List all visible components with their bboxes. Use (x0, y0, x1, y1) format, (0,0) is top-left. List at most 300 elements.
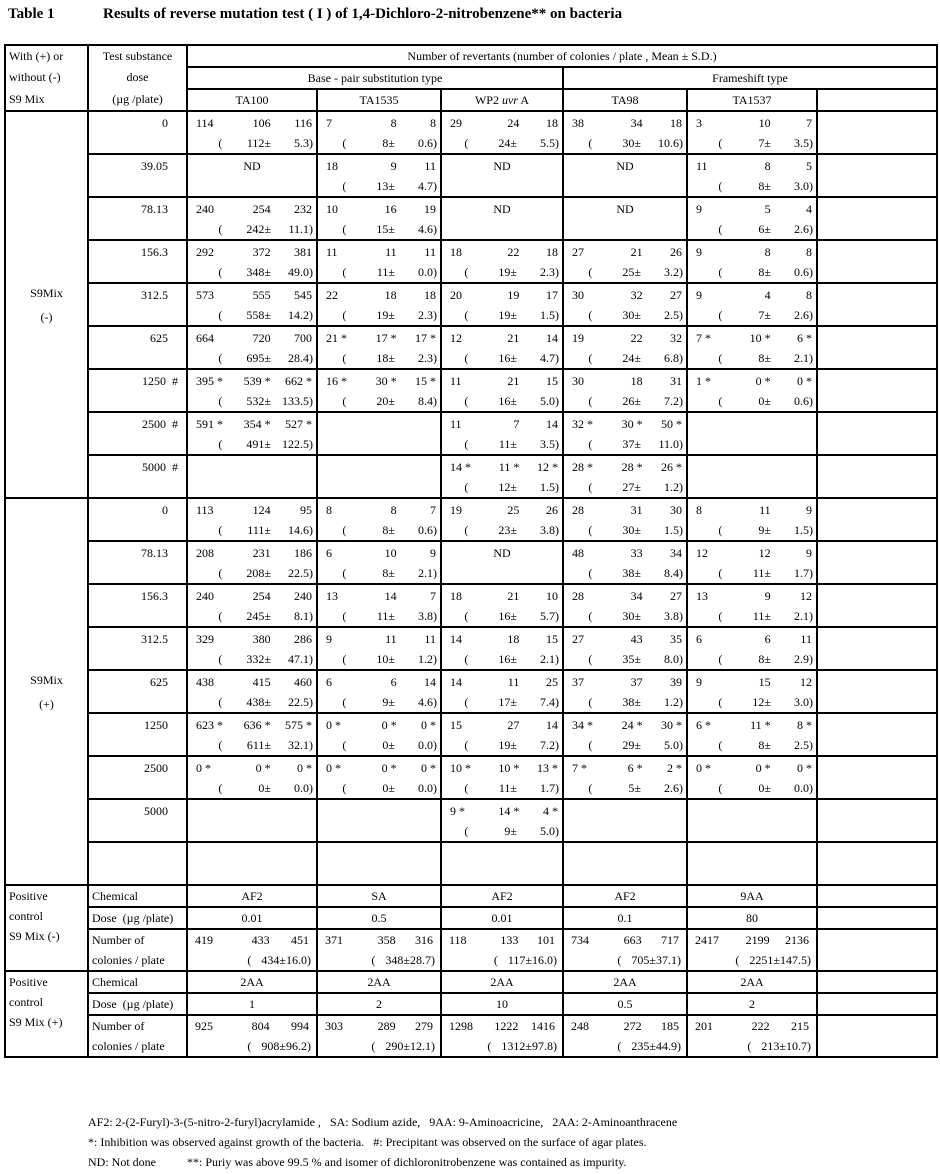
plate-values (318, 585, 440, 607)
paren-open: ( (218, 695, 223, 709)
mean-sd (188, 650, 316, 669)
mean-sd (188, 693, 316, 712)
mean-value: 30 (622, 523, 635, 537)
mean-value: 11 (498, 437, 511, 451)
paren-open: ( (218, 609, 223, 623)
plate-count: 0 * (796, 761, 812, 775)
mean-value: 16 (498, 351, 511, 365)
result-cell (563, 240, 687, 283)
plus-minus: ± (388, 652, 395, 666)
plate-values (188, 499, 316, 521)
paren-close: ) (809, 222, 813, 236)
plate-count: 113 (196, 503, 214, 517)
control-dose: 0.1 (563, 907, 687, 929)
paren-close: ) (679, 566, 683, 580)
table-row (5, 240, 937, 283)
strain-blank (817, 89, 937, 111)
paren-open: ( (718, 738, 723, 752)
plate-count: 29 (450, 116, 462, 130)
plus-minus: ± (764, 394, 771, 408)
plate-count: 9 (805, 546, 812, 560)
mean-value: 19 (498, 265, 511, 279)
plate-count: 27 (572, 632, 584, 646)
plate-values (564, 585, 686, 607)
mean-sd (318, 693, 440, 712)
dose-cell: 78.13 (88, 197, 187, 240)
mean-value: 242 (246, 222, 265, 236)
control-mean-sd (441, 1036, 563, 1057)
plate-count: 925 (195, 1019, 213, 1033)
plate-values (442, 370, 562, 392)
mean-value: 12 (498, 480, 511, 494)
plate-count: 116 (294, 116, 312, 130)
dose-cell: 156.3 (88, 240, 187, 283)
blank-cell (817, 885, 937, 907)
result-cell (687, 498, 817, 541)
sd-value: 22.5 (288, 695, 309, 709)
plate-count: 11 * (750, 718, 771, 732)
paren-close: ) (433, 351, 437, 365)
plus-minus: ± (634, 308, 641, 322)
chemical-name: 9AA (687, 885, 817, 907)
plate-values (442, 757, 562, 779)
mean-value: 29 (622, 738, 635, 752)
control-dose: 1 (187, 993, 317, 1015)
paren-close: ) (555, 136, 559, 150)
paren-close: ) (555, 738, 559, 752)
blank-cell (817, 756, 937, 799)
plate-values (318, 112, 440, 134)
sd-value: 14.2 (288, 308, 309, 322)
mean-sd (318, 564, 440, 583)
plate-count: 717 (660, 933, 679, 947)
plate-count: 636 * (243, 718, 271, 732)
note-9aa: 9AA: 9-Aminoacricine, (429, 1115, 544, 1129)
sd-value: 3.8 (664, 609, 679, 623)
plus-minus: ± (510, 824, 517, 838)
result-cell (317, 455, 441, 498)
plus-minus: ± (264, 437, 271, 451)
paren-close: ) (679, 394, 683, 408)
plate-count: 279 (414, 1019, 433, 1033)
plate-values (188, 585, 316, 607)
mean-value: 438 (246, 695, 265, 709)
control-mean-sd (187, 950, 317, 971)
plate-count: 215 (790, 1019, 809, 1033)
plate-count: 106 (252, 116, 271, 130)
mean-sd (691, 950, 813, 970)
mean-value: 245 (246, 609, 265, 623)
plate-count: 292 (196, 245, 214, 259)
dose-cell: 0 (88, 111, 187, 154)
plate-count: 11 * (498, 460, 520, 474)
paren-close: ) (309, 394, 313, 408)
plate-count: 39 (669, 675, 682, 689)
paren-open: ( (464, 308, 469, 322)
result-cell (187, 197, 317, 240)
mean-sd (318, 779, 440, 798)
sd-value: 3.5 (540, 437, 555, 451)
plate-count: 9 (429, 546, 436, 560)
result-cell (563, 627, 687, 670)
results-table (4, 44, 938, 1058)
sd-value: 1.5 (540, 308, 555, 322)
sd-value: 97.8 (532, 1039, 553, 1053)
plate-count: 329 (196, 632, 214, 646)
paren-open: ( (464, 523, 469, 537)
plate-count: 0 * (326, 718, 341, 732)
plate-count: 30 * (660, 718, 682, 732)
plate-count: 12 (799, 589, 812, 603)
mean-sd (188, 263, 316, 282)
blank-cell (817, 154, 937, 197)
plate-count: 415 (252, 675, 271, 689)
plate-count: 380 (252, 632, 271, 646)
plus-minus: ± (764, 695, 771, 709)
mean-value: 8 (382, 136, 389, 150)
plus-minus: ± (264, 308, 271, 322)
mean-value: 10 (376, 652, 389, 666)
note-inhibition: *: Inhibition was observed against growth of the bacteria. (88, 1135, 365, 1149)
sd-value: 47.1 (288, 652, 309, 666)
result-cell (441, 455, 563, 498)
mean-value: 348 (385, 953, 404, 967)
sd-value: 3.0 (794, 179, 809, 193)
result-cell (441, 326, 563, 369)
plus-minus: ± (510, 695, 517, 709)
mean-sd (318, 177, 440, 196)
mean-value: 2251 (749, 953, 774, 967)
plate-count: 664 (196, 331, 214, 345)
plate-count: 9 (805, 503, 812, 517)
plus-minus: ± (388, 394, 395, 408)
mean-sd (564, 607, 686, 626)
mean-sd (318, 736, 440, 755)
mean-value: 908 (261, 1039, 280, 1053)
plus-minus: ± (634, 781, 641, 795)
mean-value: 12 (752, 695, 765, 709)
plate-count: 0 * (381, 761, 397, 775)
mean-sd (564, 134, 686, 153)
plate-values (318, 757, 440, 779)
mean-value: 16 (498, 394, 511, 408)
result-cell (317, 541, 441, 584)
plate-count: 231 (252, 546, 271, 560)
dose-cell: 312.5 (88, 627, 187, 670)
plate-count: 371 (325, 933, 343, 947)
paren-close: ) (555, 824, 559, 838)
paren-open: ( (617, 1039, 622, 1053)
plate-count: 9 (696, 675, 702, 689)
result-cell (187, 455, 317, 498)
plus-minus: ± (388, 222, 395, 236)
result-cell (441, 713, 563, 756)
blank-cell (817, 799, 937, 842)
plate-count: 663 (623, 933, 642, 947)
mean-sd (688, 134, 816, 153)
plate-count: 10 * (749, 331, 771, 345)
paren-close: ) (679, 523, 683, 537)
mean-sd (188, 564, 316, 583)
plate-values (442, 671, 562, 693)
dose-cell: 78.13 (88, 541, 187, 584)
table-row (5, 369, 937, 412)
sd-value: 2.9 (794, 652, 809, 666)
paren-open: ( (464, 480, 469, 494)
plate-count: 303 (325, 1019, 343, 1033)
plate-values (688, 155, 816, 177)
table-row (5, 842, 937, 885)
paren-open: ( (588, 351, 593, 365)
mean-sd (564, 263, 686, 282)
plus-minus: ± (634, 523, 641, 537)
header-s9-line3: S9 Mix (5, 89, 88, 111)
sd-value: 7.2 (540, 738, 555, 752)
plus-minus: ± (649, 953, 656, 967)
plus-minus: ± (264, 222, 271, 236)
plate-values (318, 542, 440, 564)
plus-minus: ± (388, 265, 395, 279)
paren-close: ) (679, 480, 683, 494)
positive-control-row (5, 950, 937, 971)
plate-count: 101 (537, 933, 556, 947)
result-cell (563, 584, 687, 627)
mean-sd (188, 779, 316, 798)
paren-open: ( (464, 609, 469, 623)
mean-sd (445, 1036, 559, 1056)
sd-value: 0.0 (794, 781, 809, 795)
plate-count: 222 (751, 1019, 770, 1033)
result-cell (317, 240, 441, 283)
control-dose: 0.5 (563, 993, 687, 1015)
group-label-line: (+) (39, 696, 54, 711)
sd-value: 1.5 (540, 480, 555, 494)
result-cell (687, 369, 817, 412)
plate-count: 28 * (621, 460, 643, 474)
sd-value: 1.2 (664, 480, 679, 494)
sd-value: 5.0 (664, 738, 679, 752)
mean-value: 705 (631, 953, 650, 967)
plate-values (442, 413, 562, 435)
plate-values (564, 628, 686, 650)
plus-minus: ± (403, 953, 410, 967)
sd-value: 2.3 (418, 308, 433, 322)
plus-minus: ± (264, 523, 271, 537)
plate-count: 17 * (375, 331, 397, 345)
header-s9-line1: With (+) or (5, 45, 88, 67)
plus-minus: ± (510, 394, 517, 408)
plus-minus: ± (773, 953, 780, 967)
mean-sd (188, 521, 316, 540)
blank-cell (817, 971, 937, 993)
plate-count: 539 * (243, 374, 271, 388)
paren-close: ) (809, 566, 813, 580)
paren-open: ( (493, 953, 498, 967)
sd-value: 3.8 (540, 523, 555, 537)
blank-cell (817, 197, 937, 240)
paren-open: ( (342, 738, 347, 752)
paren-open: ( (218, 523, 223, 537)
result-cell (563, 756, 687, 799)
table-row (5, 412, 937, 455)
blank-cell (817, 907, 937, 929)
header-dose-line2: dose (88, 67, 187, 89)
plate-count: 7 (805, 116, 812, 130)
paren-close: ) (309, 652, 313, 666)
plus-minus: ± (264, 265, 271, 279)
positive-control-label-line: S9 Mix (-) (9, 929, 60, 943)
result-cell (317, 369, 441, 412)
result-cell (187, 154, 317, 197)
sd-value: 8.4 (664, 566, 679, 580)
strain-ta1535: TA1535 (317, 89, 441, 111)
paren-close: ) (309, 695, 313, 709)
plate-count: 25 (507, 503, 520, 517)
plate-count: 9 (696, 202, 702, 216)
chemical-name: 2AA (317, 971, 441, 993)
paren-close: ) (433, 781, 437, 795)
plate-values (188, 413, 316, 435)
result-cell (187, 627, 317, 670)
plate-values (188, 671, 316, 693)
mean-value: 19 (498, 308, 511, 322)
paren-open: ( (218, 308, 223, 322)
plate-count: 114 (196, 116, 214, 130)
plate-count: 25 (546, 675, 559, 689)
plate-values (442, 284, 562, 306)
row-label-dose: Dose (µg /plate) (88, 993, 187, 1015)
mean-sd (191, 1036, 313, 1056)
result-cell (563, 455, 687, 498)
chemical-name: 2AA (187, 971, 317, 993)
paren-close: ) (809, 738, 813, 752)
mean-sd (191, 950, 313, 970)
plus-minus: ± (764, 351, 771, 365)
plate-values (688, 370, 816, 392)
paren-open: ( (464, 695, 469, 709)
chemical-name: AF2 (441, 885, 563, 907)
control-plate-values (445, 1016, 559, 1036)
paren-open: ( (718, 566, 723, 580)
result-cell (441, 412, 563, 455)
table-row (5, 541, 937, 584)
plate-count: 31 (630, 503, 643, 517)
plate-count: 994 (290, 1019, 309, 1033)
paren-close: ) (809, 609, 813, 623)
plate-count: 22 (507, 245, 520, 259)
result-cell (563, 498, 687, 541)
plate-count: 358 (377, 933, 396, 947)
plate-values (688, 714, 816, 736)
plate-values (564, 757, 686, 779)
note-precipitant: #: Precipitant was observed on the surface of agar plates. (373, 1135, 647, 1149)
footnote-last (88, 1152, 677, 1172)
plate-count: 21 (507, 589, 520, 603)
plate-count: 18 (450, 589, 462, 603)
plate-count: 27 (669, 589, 682, 603)
paren-open: ( (718, 179, 723, 193)
group-label-line: S9Mix (30, 285, 63, 300)
sd-value: 7.2 (664, 394, 679, 408)
sd-value: 14.6 (288, 523, 309, 537)
plate-count: 240 (293, 589, 312, 603)
not-done-label: ND (243, 159, 261, 173)
chemical-name: SA (317, 885, 441, 907)
plate-count: 0 * (296, 761, 312, 775)
plus-minus: ± (764, 523, 771, 537)
paren-close: ) (809, 136, 813, 150)
mean-value: 0 (382, 738, 389, 752)
sd-value: 2.1 (418, 566, 433, 580)
plate-count: 11 (450, 374, 462, 388)
plate-count: 720 (252, 331, 271, 345)
plate-values (188, 370, 316, 392)
plate-count: 0 * (420, 718, 436, 732)
plate-count: 4 (805, 202, 812, 216)
plate-count: 30 (572, 374, 584, 388)
paren-close: ) (555, 523, 559, 537)
paren-close: ) (433, 738, 437, 752)
plate-count: 7 (429, 589, 436, 603)
plate-count: 6 * (696, 718, 711, 732)
paren-close: ) (679, 351, 683, 365)
plus-minus: ± (764, 222, 771, 236)
plus-minus: ± (279, 953, 286, 967)
plate-count: 208 (196, 546, 214, 560)
dose-cell: 39.05 (88, 154, 187, 197)
paren-open: ( (735, 953, 740, 967)
plus-minus: ± (634, 394, 641, 408)
paren-close: ) (553, 1039, 557, 1053)
result-cell (187, 369, 317, 412)
blank-cell (817, 412, 937, 455)
paren-close: ) (309, 523, 313, 537)
dose-cell: 2500 (88, 756, 187, 799)
result-cell (563, 799, 687, 842)
sd-value: 0.0 (294, 781, 309, 795)
header-row-3 (5, 89, 937, 111)
sd-value: 5.7 (540, 609, 555, 623)
sd-value: 5.5 (540, 136, 555, 150)
plate-count: 27 (507, 718, 520, 732)
result-cell (563, 670, 687, 713)
paren-close: ) (309, 437, 313, 451)
mean-sd (688, 263, 816, 282)
plus-minus: ± (649, 1039, 656, 1053)
mean-value: 11 (498, 781, 511, 795)
plate-count: 201 (695, 1019, 713, 1033)
dose-cell: 156.3 (88, 584, 187, 627)
plate-count: 8 * (796, 718, 812, 732)
plus-minus: ± (510, 351, 517, 365)
paren-close: ) (309, 609, 313, 623)
mean-sd (318, 306, 440, 325)
mean-value: 19 (498, 738, 511, 752)
plate-values (688, 327, 816, 349)
paren-open: ( (464, 265, 469, 279)
sd-value: 5.3 (294, 136, 309, 150)
mean-sd (688, 650, 816, 669)
header-s9-line2: without (-) (5, 67, 88, 89)
result-cell (441, 756, 563, 799)
plate-count: 18 (669, 116, 682, 130)
plus-minus: ± (634, 480, 641, 494)
plate-count: 24 * (621, 718, 643, 732)
paren-open: ( (464, 781, 469, 795)
paren-open: ( (588, 480, 593, 494)
mean-sd (567, 1036, 683, 1056)
sd-value: 3.8 (418, 609, 433, 623)
